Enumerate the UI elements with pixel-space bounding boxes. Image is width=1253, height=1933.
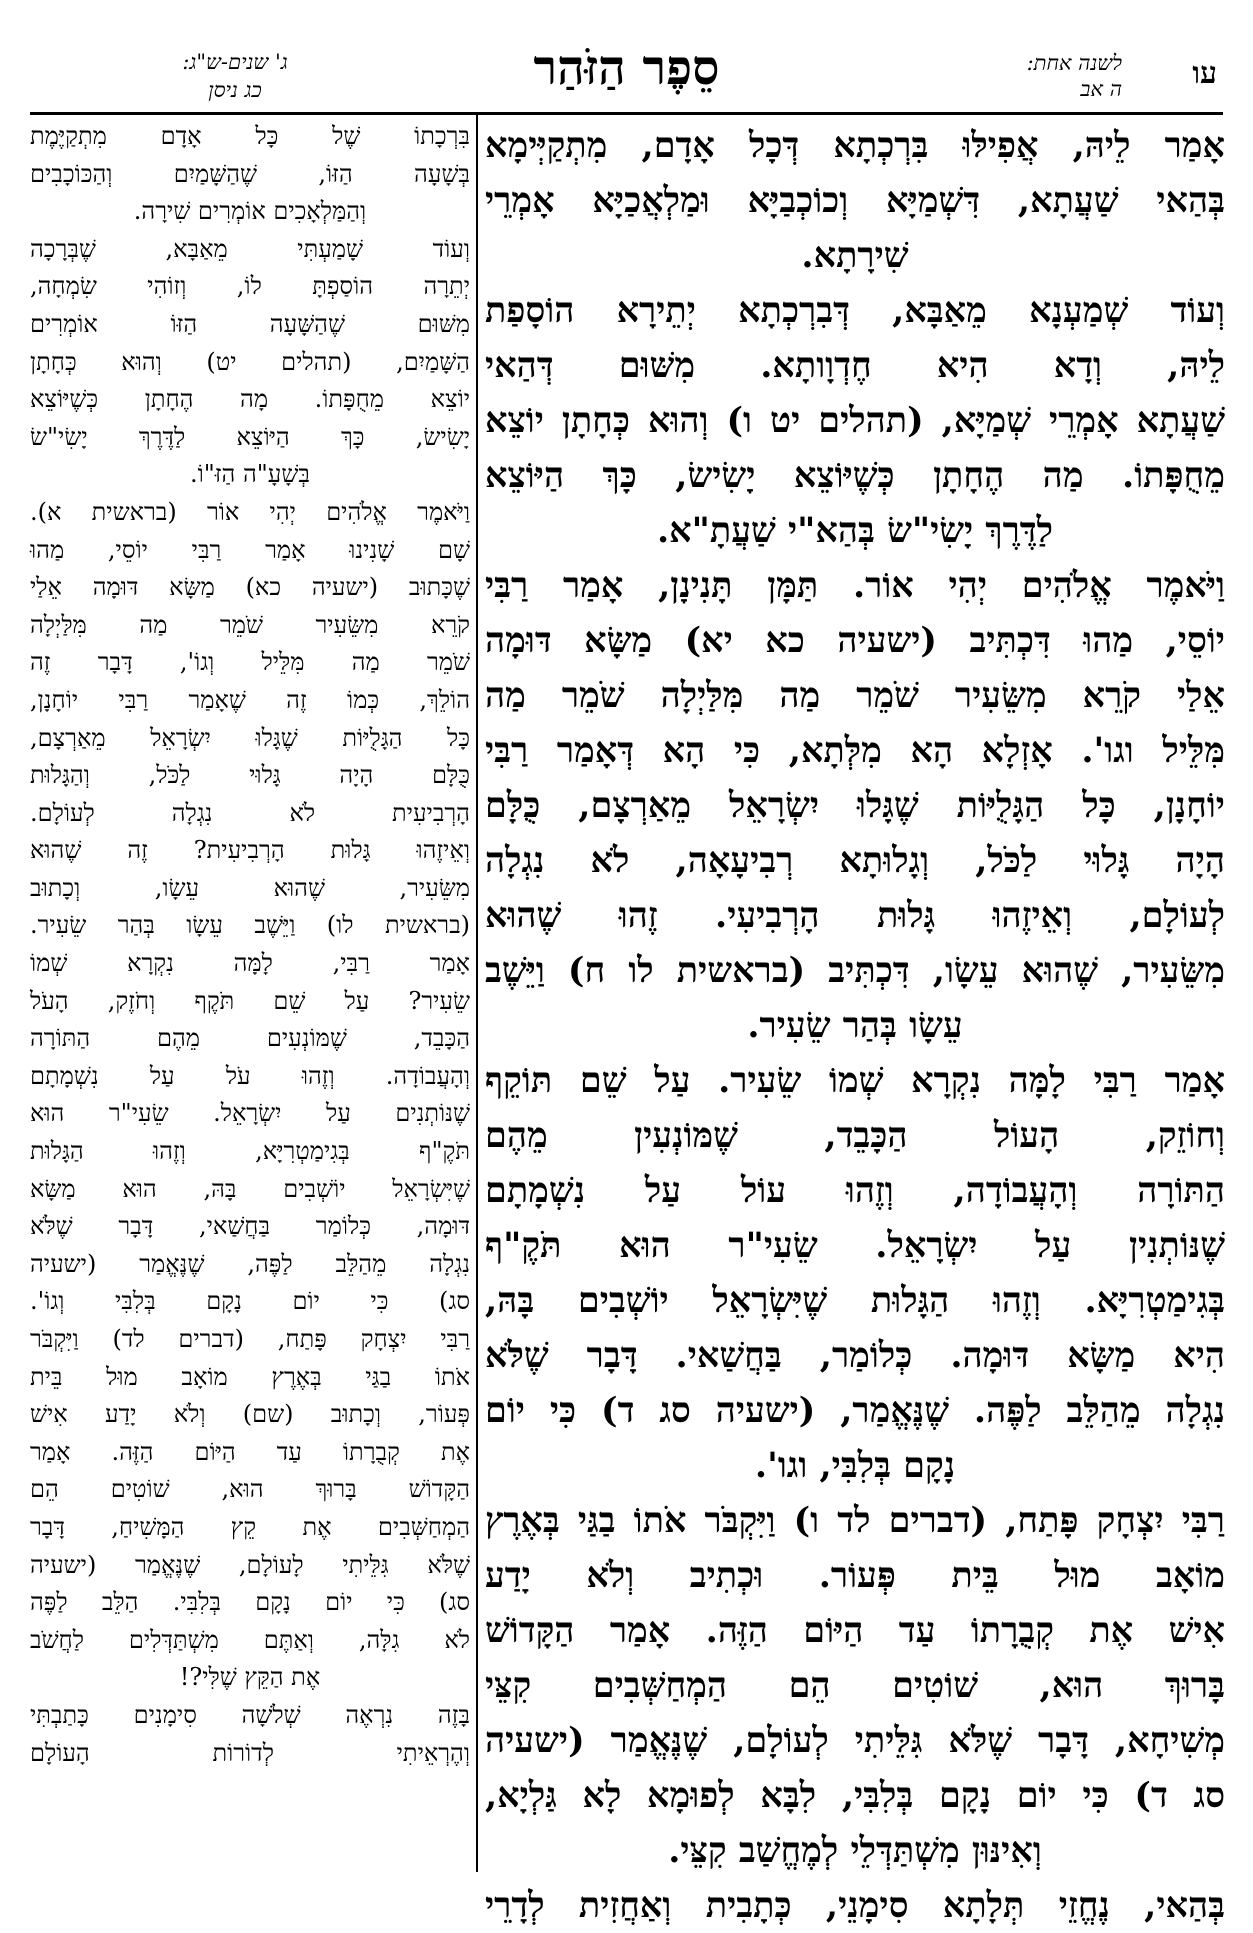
side-text-line: נִגְלָה מֵהַלֵּב לַפֶּה, שֶׁנֶּאֱמַר (ישעיה (30, 1249, 470, 1278)
main-text-line: אָמַר לֵיהּ, אֲפִילּוּ בִּרְכְתָא דְּכָל אָדָם, מִתְקַיְּימָא (485, 125, 1225, 166)
aramaic-column (485, 118, 1225, 1933)
side-text-line: יוֹצֵא מֵחֻפָּתוֹ. מָה הֶחָתָן כְּשֶׁיּוֹצֵא (30, 385, 470, 414)
main-text-line: וַיֹּאמֶר אֱלֹהִים יְהִי אוֹר. תַּמָּן תָּנִינָן, אָמַר רַבִּי (485, 565, 1225, 606)
main-text-line: לֵיהּ, וְדָא הִיא חֶדְוָותָא. מִשּׁוּם דְּהַאי (485, 345, 1225, 386)
main-text-line: אֵלַי קֹרֵא מִשֵּׂעִיר שֹׁמֵר מַה מִּלַּיְלָה שֹׁמֵר מַה (485, 675, 1225, 716)
side-text-line: אָמַר רַבִּי, לָמָּה נִקְרָא שְׁמוֹ (30, 949, 470, 978)
main-text-line: בְּהַאי שַׁעֲתָא, דִּשְׁמַיָּא וְכוֹכְבַיָּא וּמַלְאֲכַיָּא אָמְרֵי (485, 180, 1225, 221)
main-text-line: עֵשָׂו בְּהַר שֵׂעִיר. (747, 1005, 963, 1046)
main-text-line: סג ד) כִּי יוֹם נָקָם בְּלִבִּי, לִבָּא לְפוּמָא לָא גַּלְיָא, (485, 1775, 1225, 1816)
main-text-line: וְחוֹזֵק, הָעוֹל הַכָּבֵד, שֶׁמּוֹנְעִין מֵהֶם (485, 1115, 1225, 1156)
side-text-line: תֹּקֶ"ף בְּגִימַטְרִיָּא, וְזֶהוּ הַגָּלוּת (30, 1137, 470, 1166)
cycle-line-1: ג' שנים-ש"ג: (182, 50, 288, 74)
hebrew-translation-column (30, 118, 470, 1772)
side-text-line: בְּשָׁעָה הַזּוֹ, שֶׁהַשָּׁמַיִם וְהַכּוֹכָבִים (30, 159, 470, 188)
side-text-line: אֶת קְבֻרָתוֹ עַד הַיּוֹם הַזֶּה. אָמַר (30, 1437, 470, 1466)
side-text-line: וְהַמַּלְאָכִים אוֹמְרִים שִׁירָה. (133, 197, 367, 226)
side-text-line: אֹתוֹ בַגַּי בְּאֶרֶץ מוֹאָב מוּל בֵּית (30, 1362, 470, 1391)
main-text-line: אִישׁ אֶת קְבֻרָתוֹ עַד הַיּוֹם הַזֶּה. אָמַר הַקָּדוֹשׁ (485, 1610, 1225, 1651)
side-text-line: כֻּלָּם הָיָה גָּלוּי לַכֹּל, וְהַגָּלוּת (30, 761, 470, 790)
main-text-line: יוֹסֵי, מַהוּ דִּכְתִּיב (ישעיה כא יא) מַשָּׂא דּוּמָה (485, 620, 1225, 661)
side-text-line: הַשָּׁמַיִם, (תהלים יט) וְהוּא כְּחָתָן (30, 347, 470, 376)
parasha-line-2: ה אב (1080, 77, 1122, 101)
side-text-line: וְאֵיזֶהוּ גָּלוּת הָרְבִיעִית? זֶה שֶׁהוּא (30, 836, 470, 865)
side-text-line: מִשֵּׂעִיר, שֶׁהוּא עֵשָׂו, וְכָתוּב (30, 873, 470, 902)
side-text-line: שֶׁנּוֹתְנִים עַל יִשְׂרָאֵל. שֵׂעִי"ר הוּא (30, 1099, 470, 1128)
side-text-line: מִשּׁוּם שֶׁהַשָּׁעָה הַזּוֹ אוֹמְרִים (30, 309, 470, 338)
main-text-line: אָמַר רַבִּי לָמָּה נִקְרָא שְׁמוֹ שֵׂעִיר. עַל שֵׁם תּוֹקֵף (485, 1060, 1225, 1101)
side-text-line: הַמְחַשְּׁבִים אֶת קֵץ הַמָּשִׁיחַ, דָּבָר (30, 1512, 470, 1541)
book-title: סֵפֶר הַזֹּהַר (533, 40, 720, 96)
main-text-line: הַתּוֹרָה וְהָעֲבוֹדָה, וְזֶהוּ עוֹל עַל נִשְׁמָתָם (485, 1170, 1225, 1211)
side-text-line: רַבִּי יִצְחָק פָּתַח, (דברים לד) וַיִּקְבֹּר (30, 1325, 470, 1353)
main-text-line: יוֹחָנָן, כָּל הַגָּלֻיּוֹת שֶׁגָּלוּ יִשְׂרָאֵל מֵאַרְצָם, כֻּלָּם (485, 785, 1225, 826)
side-text-line: הוֹלֵךְ, כְּמוֹ זֶה שֶׁאָמַר רַבִּי יוֹחָנָן, (30, 685, 470, 714)
main-text-line: וְאִינּוּן מִשְׁתַּדְּלֵי לְמֶחֱשַׁב קִצֵּי. (668, 1830, 1042, 1871)
main-text-line: נָקָם בְּלִבִּי, וגו'. (754, 1445, 956, 1486)
side-text-line: לֹא גִלָּה, וְאַתֶּם מִשְׁתַּדְּלִים לַחֲשֹׁב (30, 1625, 470, 1654)
main-text-line: מִּלֵּיל וגו'. אָזְלָא הָא מִלְּתָא, כִּי הָא דְּאָמַר רַבִּי (485, 730, 1225, 771)
main-text-line: בְּגִימַטְרִיָּא. וְזֶהוּ הַגָּלוּת שֶׁיִּשְׂרָאֵל יוֹשְׁבִים בָּהּ, (485, 1280, 1225, 1321)
side-text-line: כָּל הַגָּלֻיּוֹת שֶׁגָּלוּ יִשְׂרָאֵל מֵאַרְצָם, (30, 723, 470, 752)
cycle-line-2: כג ניסן (208, 78, 262, 102)
side-text-line: אֶת הַקֵּץ שֶׁלִּי?! (179, 1663, 321, 1692)
main-text-line: לַדֶּרֶךְ יָשִׂי"שׂ בְּהַא"י שַׁעֲתָ"א. (656, 510, 1053, 551)
side-text-line: פְּעוֹר, וְכָתוּב (שם) וְלֹא יָדַע אִישׁ (30, 1400, 470, 1429)
column-divider (476, 112, 478, 1872)
main-text-line: שֶׁנּוֹתְנִין עַל יִשְׂרָאֵל. שֵׂעִי"ר הוּא תֹּקֶ"ף (485, 1225, 1225, 1266)
main-text-line: הָיָה גָּלוּי לַכֹּל, וְגָלוּתָא רְבִיעָאָה, לֹא נִגְלָה (485, 840, 1225, 881)
side-text-line: וְעוֹד שָׁמַעְתִּי מֵאַבָּא, שֶׁבְּרָכָה (30, 234, 470, 263)
side-text-line: יְתֵרָה הוֹסַפְתָּ לוֹ, וְזוֹהִי שִׂמְחָה, (30, 272, 470, 301)
side-text-line: שֶׁיִּשְׂרָאֵל יוֹשְׁבִים בָּהּ, הוּא מַשָּׂא (30, 1174, 470, 1203)
main-text-line: מְשִׁיחָא, דָּבָר שֶׁלֹּא גִּלֵּיתִי לְעוֹלָם, שֶׁנֶּאֱמַר (ישעיה (485, 1720, 1225, 1761)
side-text-line: וְהֶרְאֵיתִי לְדוֹרוֹת הָעוֹלָם (30, 1738, 470, 1767)
main-text-line: מוֹאָב מוּל בֵּית פְּעוֹר. וּכְתִיב וְלֹא יָדַע (485, 1555, 1225, 1596)
main-text-line: לְעוֹלָם, וְאֵיזֶהוּ גָּלוּת הָרְבִיעִי. זֶהוּ שֶׁהוּא (485, 895, 1225, 936)
main-text-line: רַבִּי יִצְחָק פָּתַח, (דברים לד ו) וַיִּקְבֹּר אֹתוֹ בַגַּי בְּאֶרֶץ (485, 1500, 1225, 1541)
main-text-line: שַׁעֲתָא אָמְרֵי שְׁמַיָּא, (תהלים יט ו) וְהוּא כְּחָתָן יוֹצֵא (485, 400, 1225, 441)
parasha-line-1: לשנה אחת: (1026, 51, 1122, 75)
side-text-line: יָשִׂישׂ, כָּךְ הַיּוֹצֵא לַדֶּרֶךְ יָשִׂי"שׂ (30, 422, 470, 451)
cycle-label (70, 48, 400, 104)
side-text-line: קֹרֵא מִשֵּׂעִיר שֹׁמֵר מַה מִּלַּיְלָה (30, 610, 470, 639)
side-text-line: דּוּמָה, כְּלוֹמַר בַּחֲשַׁאי, דָּבָר שֶׁלֹּא (30, 1212, 470, 1241)
main-text-line: נִגְלָה מֵהַלֵּב לַפֶּה. שֶׁנֶּאֱמַר, (ישעיה סג ד) כִּי יוֹם (485, 1390, 1225, 1431)
page-number: עו (1192, 56, 1217, 91)
main-text-line: מִשֵּׂעִיר, שֶׁהוּא עֵשָׂו, דִּכְתִּיב (בראשית לו ח) וַיֵּשֶׁב (485, 950, 1225, 991)
side-text-line: הַכָּבֵד, שֶׁמּוֹנְעִים מֵהֶם הַתּוֹרָה (30, 1024, 470, 1053)
side-text-line: שֵׂעִיר? עַל שֵׁם תֹּקֶף וְחֹזֶק, הָעֹל (30, 986, 470, 1015)
side-text-line: שֶׁלֹּא גִּלֵּיתִי לָעוֹלָם, שֶׁנֶּאֱמַר (ישעיה (30, 1550, 470, 1579)
main-text-line: מֵחֻפָּתוֹ. מַה הֶחָתָן כְּשֶׁיּוֹצֵא יָשִׂישׂ, כָּךְ הַיּוֹצֵא (485, 455, 1225, 496)
side-text-line: בִּרְכָתוֹ שֶׁל כָּל אָדָם מִתְקַיֶּמֶת (30, 122, 470, 150)
side-text-line: וַיֹּאמֶר אֱלֹהִים יְהִי אוֹר (בראשית א). (30, 497, 470, 526)
main-text-line: וְעוֹד שְׁמַעְנָא מֵאַבָּא, דְּבִרְכְתָא יְתֵירָא הוֹסָפַת (485, 290, 1225, 331)
main-text-line: בָּרוּךְ הוּא, שׁוֹטִים הֵם הַמְחַשְּׁבִים קִצֵּי (485, 1665, 1225, 1706)
main-text-line: שִׁירָתָא. (801, 235, 909, 276)
side-text-line: שָׁם שָׁנִינוּ אָמַר רַבִּי יוֹסֵי, מַהוּ (30, 535, 470, 564)
side-text-line: וְהָעֲבוֹדָה. וְזֶהוּ עֹל עַל נִשְׁמָתָם (30, 1061, 470, 1090)
header-rule (30, 112, 1223, 115)
side-text-line: (בראשית לו) וַיֵּשֶׁב עֵשָׂו בְּהַר שֵׂעִיר. (30, 911, 470, 940)
main-text-line: הִיא מַשָּׂא דּוּמָה. כְּלוֹמַר, בַּחֲשַׁאי. דָּבָר שֶׁלֹּא (485, 1335, 1225, 1376)
side-text-line: שֹׁמֵר מַה מִּלֵּיל וְגוֹ', דָּבָר זֶה (30, 648, 470, 677)
side-text-line: הַקָּדוֹשׁ בָּרוּךְ הוּא, שׁוֹטִים הֵם (30, 1475, 470, 1504)
side-text-line: הָרְבִיעִית לֹא נִגְלָה לְעוֹלָם. (30, 798, 470, 827)
side-text-line: שֶׁכָּתוּב (ישעיה כא) מַשָּׂא דּוּמָה אֵלַי (30, 573, 470, 602)
side-text-line: סג) כִּי יוֹם נָקָם בְּלִבִּי. הַלֵּב לַפֶּה (30, 1588, 470, 1617)
side-text-line: בְּשָׁעָ"ה הַזּ"וֹ. (190, 460, 310, 489)
side-text-line: סג) כִּי יוֹם נָקָם בְּלִבִּי וְגוֹ'. (30, 1287, 470, 1316)
main-text-line: בְּהַאי, נֶחֱזֵי תְּלָתָא סִימָנֵי, כְּתָבִית וְאַחֲזִית לְדָרֵי (485, 1885, 1225, 1926)
side-text-line: בָּזֶה נִרְאֶה שְׁלֹשָׁה סִימָנִים כָּתַבְתִּי (30, 1700, 470, 1729)
